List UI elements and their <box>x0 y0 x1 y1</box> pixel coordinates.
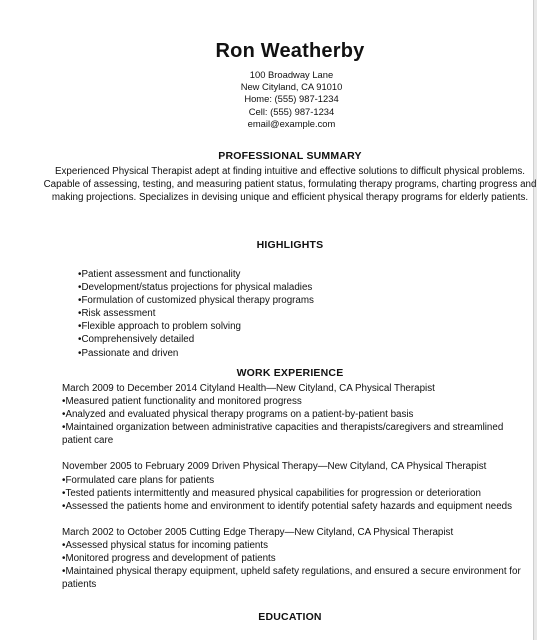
job-entry <box>62 382 532 447</box>
job-header: March 2002 to October 2005 Cutting Edge Therapy—New Cityland, CA Physical Therapist <box>62 526 454 538</box>
summary-text: Experienced Physical Therapist adept at finding intuitive and effective solutions to difficult physical problems. Capable of assessing, testing, and measuring patient status, formulating therapy programs, charting progress and making projections. Specializes in devising unique and efficient physical therapy programs for elderly patients. <box>43 166 537 204</box>
job-bullet-text: Maintained organization between administrative capacities and therapists/caregivers and streamlined patient care <box>62 422 504 447</box>
job-bullet <box>62 421 532 447</box>
highlight-item <box>78 268 458 281</box>
job-header: November 2005 to February 2009 Driven Physical Therapy—New Cityland, CA Physical Therapist <box>62 461 487 473</box>
highlight-item <box>78 333 458 346</box>
highlight-text: Development/status projections for physical maladies <box>81 282 313 294</box>
highlight-item <box>78 294 458 307</box>
job-bullet-text: Assessed physical status for incoming patients <box>65 539 269 551</box>
job-entry <box>62 526 532 591</box>
highlights-list <box>78 268 458 360</box>
highlight-text: Patient assessment and functionality <box>81 269 241 280</box>
city-line: New Cityland, CA 91010 <box>240 81 343 93</box>
job-bullet <box>62 565 532 591</box>
highlight-item <box>78 347 458 360</box>
work-experience <box>62 382 532 604</box>
candidate-name: Ron Weatherby <box>215 40 365 62</box>
job-bullet <box>62 552 532 565</box>
job-bullet <box>62 487 532 500</box>
job-bullet-text: Tested patients intermittently and measured physical capabilities for progression or deterioration <box>65 487 481 499</box>
job-header: March 2009 to December 2014 Cityland Health—New Cityland, CA Physical Therapist <box>62 383 435 394</box>
summary-heading: PROFESSIONAL SUMMARY <box>218 150 362 162</box>
highlights-heading: HIGHLIGHTS <box>256 239 324 251</box>
highlight-text: Flexible approach to problem solving <box>81 321 241 333</box>
education-heading: EDUCATION <box>258 611 322 623</box>
job-bullet <box>62 408 532 421</box>
job-bullet <box>62 395 532 408</box>
contact-block <box>0 69 537 130</box>
job-bullet <box>62 539 532 552</box>
highlight-item <box>78 320 458 333</box>
job-bullet-text: Monitored progress and development of patients <box>65 553 276 565</box>
job-bullet-text: Formulated care plans for patients <box>65 474 215 486</box>
job-bullet-text: Analyzed and evaluated physical therapy programs on a patient-by-patient basis <box>65 409 414 421</box>
highlight-item <box>78 281 458 294</box>
job-bullet <box>62 500 532 513</box>
job-bullet-text: Maintained physical therapy equipment, upheld safety regulations, and ensured a secure environment for patients <box>62 566 521 591</box>
address-line: 100 Broadway Lane <box>249 69 334 80</box>
home-phone: Home: (555) 987-1234 <box>244 93 339 105</box>
highlight-text: Formulation of customized physical therapy programs <box>81 295 314 307</box>
cell-phone: Cell: (555) 987-1234 <box>248 105 335 117</box>
highlight-text: Risk assessment <box>81 308 156 320</box>
job-entry <box>62 460 532 512</box>
highlight-text: Comprehensively detailed <box>81 334 195 346</box>
work-heading: WORK EXPERIENCE <box>236 367 344 379</box>
job-bullet-text: Measured patient functionality and monitored progress <box>65 396 302 408</box>
highlight-text: Passionate and driven <box>81 347 179 359</box>
email: email@example.com <box>247 117 336 129</box>
job-bullet-text: Assessed the patients home and environment to identify potential safety hazards and equipment needs <box>65 500 513 512</box>
job-bullet <box>62 474 532 487</box>
highlight-item <box>78 307 458 320</box>
